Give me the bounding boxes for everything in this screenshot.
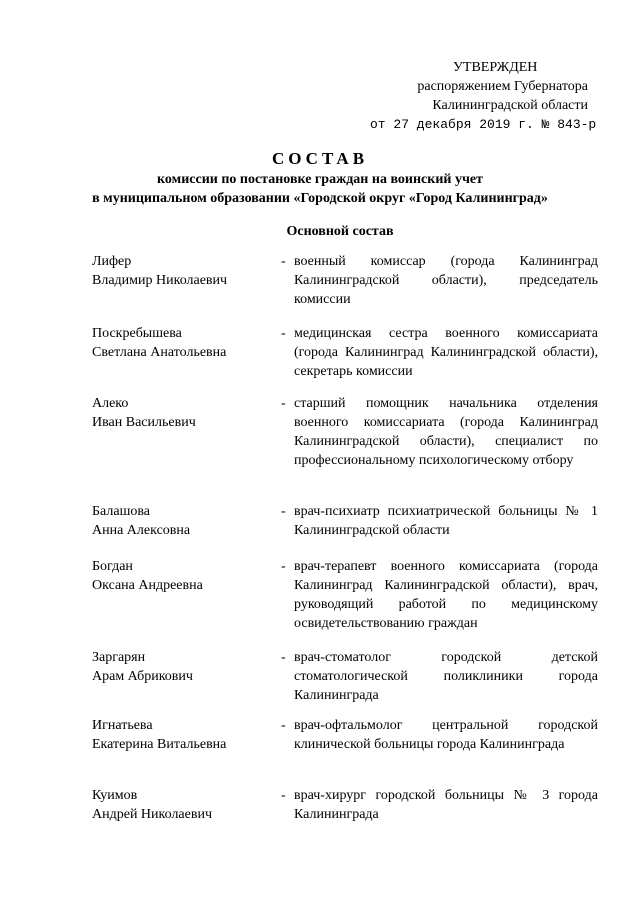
member-dash: - [281, 326, 286, 341]
member-dash: - [281, 504, 286, 519]
member-name [92, 394, 272, 432]
member-given-names: Арам Абрикович [92, 669, 193, 684]
member-role: старший помощник начальника отделения военного комиссариата (города Калининград Калининградской области), специалист по профессиональному психологическому отбору [294, 396, 598, 468]
member-name [92, 502, 272, 540]
member-name [92, 252, 272, 290]
member-role: врач-стоматолог городской детской стоматологической поликлиники города Калининграда [294, 650, 598, 703]
member-surname: Куимов [92, 788, 138, 803]
member-name [92, 648, 272, 686]
member-role: медицинская сестра военного комиссариата (города Калининград Калининградской области), секретарь комиссии [294, 326, 598, 379]
document-subtitle-line2: в муниципальном образовании «Городской округ «Город Калининград» [92, 191, 548, 206]
member-name [92, 557, 272, 595]
member-surname: Богдан [92, 559, 133, 574]
member-dash: - [281, 788, 286, 803]
document-title: СОСТАВ [271, 149, 369, 168]
approval-by-line: распоряжением Губернатора [417, 79, 588, 94]
approval-stamp [360, 58, 600, 134]
member-name [92, 786, 272, 824]
member-surname: Алеко [92, 396, 129, 411]
member-name [92, 324, 272, 362]
member-surname: Заргарян [92, 650, 146, 665]
member-given-names: Екатерина Витальевна [92, 737, 227, 752]
member-surname: Балашова [92, 504, 150, 519]
member-surname: Поскребышева [92, 326, 182, 341]
member-role: военный комиссар (города Калининград Калининградской области), председатель комиссии [294, 254, 598, 307]
member-surname: Игнатьева [92, 718, 153, 733]
member-role: врач-терапевт военного комиссариата (города Калининград Калининградской области), врач, руководящий работой по медицинскому освидетельствованию граждан [294, 559, 598, 631]
member-dash: - [281, 650, 286, 665]
member-role: врач-психиатр психиатрической больницы № 1 Калининградской области [294, 504, 598, 538]
member-dash: - [281, 718, 286, 733]
section-heading: Основной состав [286, 224, 394, 239]
member-role: врач-офтальмолог центральной городской клинической больницы города Калининграда [294, 718, 598, 752]
document-title-block [60, 148, 580, 208]
member-role: врач-хирург городской больницы № 3 города Калининграда [294, 788, 598, 822]
approval-status: УТВЕРЖДЕН [453, 60, 538, 75]
member-given-names: Иван Васильевич [92, 415, 196, 430]
document-subtitle-line1: комиссии по постановке граждан на воинский учет [157, 172, 483, 187]
member-given-names: Оксана Андреевна [92, 578, 203, 593]
member-name [92, 716, 272, 754]
member-dash: - [281, 559, 286, 574]
member-given-names: Светлана Анатольевна [92, 345, 227, 360]
member-given-names: Андрей Николаевич [92, 807, 212, 822]
member-dash: - [281, 396, 286, 411]
approval-date-line: от 27 декабря 2019 г. № 843-р [370, 117, 597, 132]
member-given-names: Анна Алексовна [92, 523, 191, 538]
member-dash: - [281, 254, 286, 269]
approval-region: Калининградской области [432, 98, 588, 113]
member-surname: Лифер [92, 254, 132, 269]
member-given-names: Владимир Николаевич [92, 273, 228, 288]
